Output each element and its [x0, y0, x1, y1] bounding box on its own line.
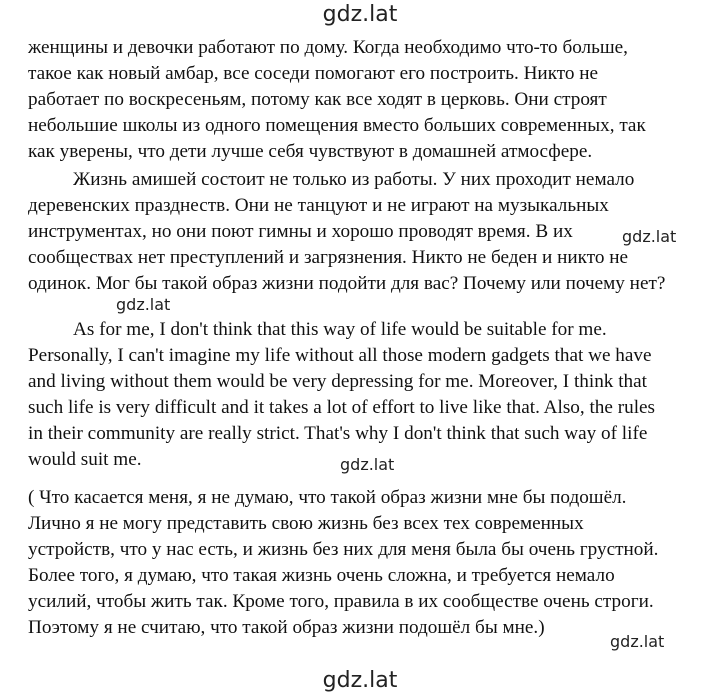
watermark-top: gdz.lat [322, 2, 398, 27]
text-line-14: such life is very difficult and it takes a lot of effort to live like that. Also, the rules [28, 397, 656, 418]
text-line-22: Поэтому я не считаю, что такой образ жизни подошёл бы мне.) [28, 617, 545, 638]
text-line-6: Жизнь амишей состоит не только из работы. У них проходит немало [73, 169, 635, 190]
text-line-5: как уверены, что дети лучше себя чувствуют в домашней атмосфере. [28, 141, 593, 162]
text-line-16: would suit me. [28, 449, 142, 470]
watermark-bottom: gdz.lat [322, 668, 398, 693]
text-line-9: сообществах нет преступлений и загрязнения. Никто не беден и никто не [28, 247, 629, 268]
text-line-1: женщины и девочки работают по дому. Когда необходимо что-то больше, [28, 37, 628, 58]
text-line-3: работает по воскресеньям, потому как все ходят в церковь. Они строят [28, 89, 607, 110]
text-line-13: and living without them would be very depressing for me. Moreover, I think that [28, 371, 647, 392]
text-line-4: небольшие школы из одного помещения вместо больших современных, так [28, 115, 646, 136]
watermark-side-1: gdz.lat [622, 227, 677, 246]
text-line-18: Лично я не могу представить свою жизнь без всех тех современных [28, 513, 584, 534]
text-line-19: устройств, что у нас есть, и жизнь без них для меня была бы очень грустной. [28, 539, 659, 560]
text-line-12: Personally, I can't imagine my life without all those modern gadgets that we have [28, 345, 652, 366]
watermark-side-3: gdz.lat [610, 632, 665, 651]
text-line-10: одинок. Мог бы такой образ жизни подойти для вас? Почему или почему нет? [28, 273, 666, 294]
text-line-17: ( Что касается меня, я не думаю, что такой образ жизни мне бы подошёл. [28, 487, 627, 508]
watermark-side-2: gdz.lat [116, 295, 171, 314]
text-line-7: деревенских празднеств. Они не танцуют и не играют на музыкальных [28, 195, 609, 216]
text-line-15: in their community are really strict. That's why I don't think that such way of life [28, 423, 648, 444]
text-line-11: As for me, I don't think that this way of life would be suitable for me. [73, 319, 607, 340]
text-line-8: инструментах, но они поют гимны и хорошо проводят время. В их [28, 221, 573, 242]
text-line-2: такое как новый амбар, все соседи помогают его построить. Никто не [28, 63, 599, 84]
watermark-middle: gdz.lat [340, 455, 395, 474]
text-line-20: Более того, я думаю, что такая жизнь очень сложна, и требуется немало [28, 565, 615, 586]
text-line-21: усилий, чтобы жить так. Кроме того, правила в их сообществе очень строги. [28, 591, 654, 612]
